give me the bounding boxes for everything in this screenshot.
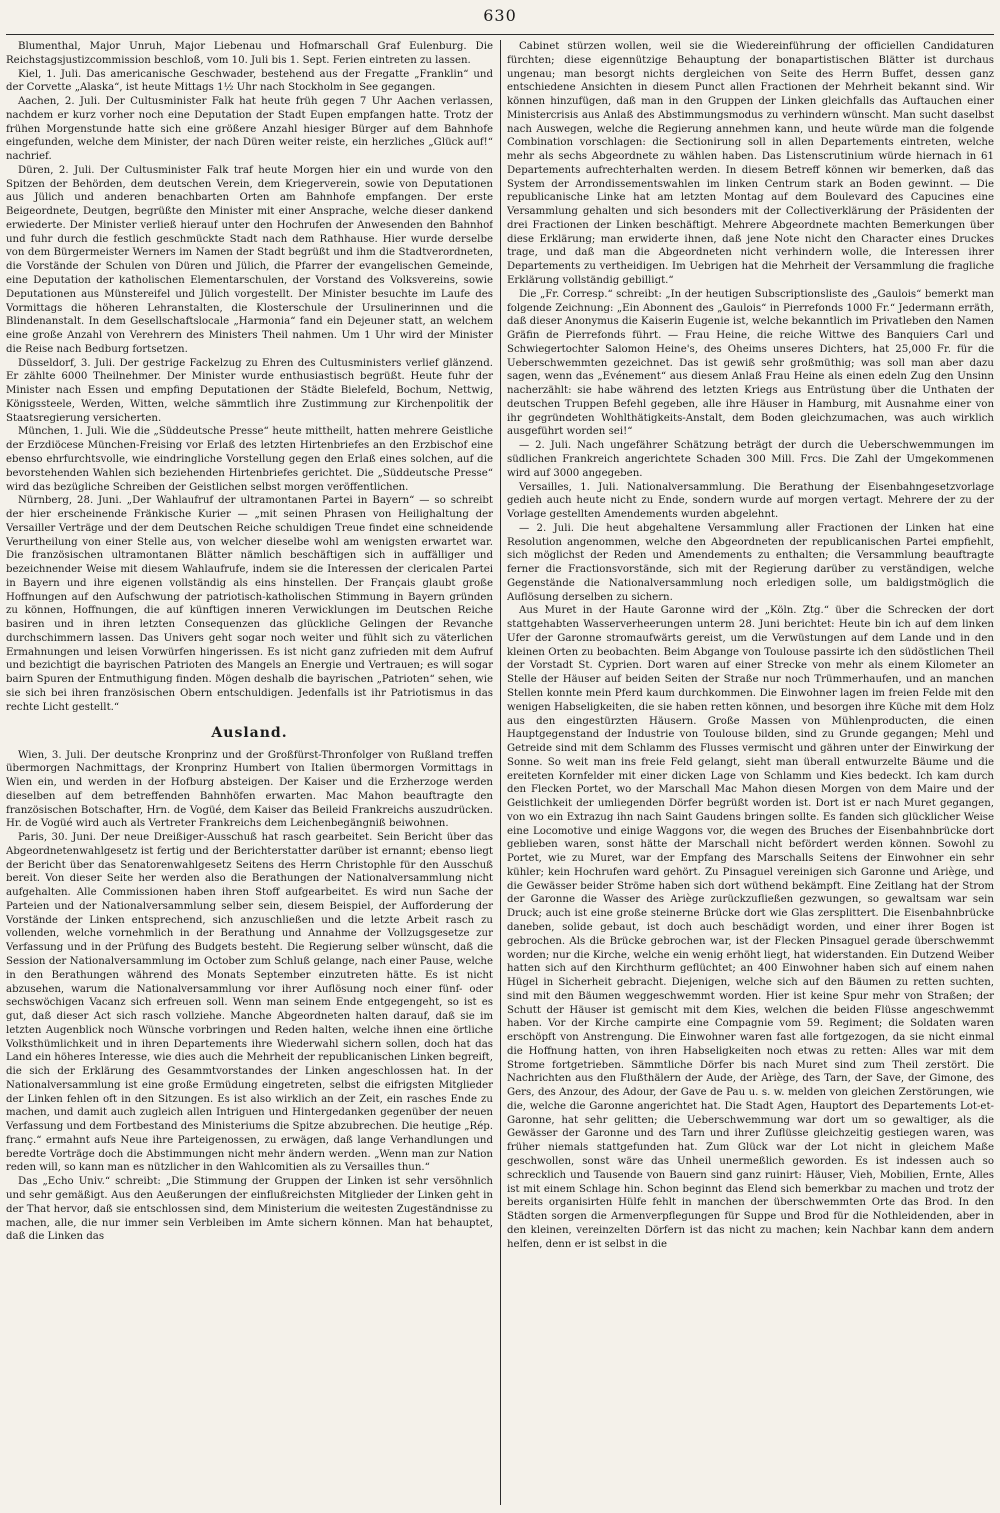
article-paragraph: Blumenthal, Major Unruh, Major Liebenau und Hofmarschall Graf Eulenburg. Die Reichstagsjustizcommission beschloß, vom 10. Juli bis 1. Sept. Ferien eintreten zu lassen. — [6, 41, 493, 66]
article-paragraph: Düsseldorf, 3. Juli. Der gestrige Fackelzug zu Ehren des Cultusministers verlief glänzend. Er zählte 6000 Theilnehmer. Der Minister wurde enthusiastisch begrüßt. Heute fuhr der Minister nach Essen und empfing Deputationen der Städte Bielefeld, Bochum, Nettwig, Königssteele, Werden, Witten, welche sämmtlich ihre Zustimmung zur Kirchenpolitik der Staatsregierung versicherten. — [6, 357, 493, 424]
article-paragraph: Cabinet stürzen wollen, weil sie die Wiedereinführung der officiellen Candidaturen fürchten; diese eigennützige Behauptung der bonapartistischen Blätter ist durchaus ungenau; man besorgt nichts dergleichen von Seite des Herrn Buffet, dessen ganz entschiedene Ansichten in diesem Punct allen Fractionen der Mehrheit bekannt sind. Wir können hinzufügen, daß man in den Gruppen der Linken gleichfalls das Auftauchen einer Ministercrisis aus Anlaß des Abstimmungsmodus zu verhindern wünscht. Man sucht daselbst nach Auswegen, welche die Regierung annehmen kann, und heute würde man die folgende Combination vorschlagen: die Sectionirung soll in allen Departements eintreten, welche mehr als sechs Abgeordnete zu wählen haben. Das Listenscrutinium würde hiernach in 61 Departements aufrechterhalten werden. In diesem Betreff können wir bemerken, daß das System der Arrondissementswahlen im linken Centrum stark an Boden gewinnt. — Die republicanische Linke hat am letzten Montag auf dem Boulevard des Capucines eine Versammlung gehalten und sich besonders mit der Collectiverklärung der Präsidenten der drei Fractionen der Linken beschäftigt. Mehrere Abgeordnete machten Bemerkungen über diese Erklärung; man erwiderte ihnen, daß jene Note nicht den Character eines Druckes trage, und daß man die Abgeordneten nicht verhindern wolle, die Interessen ihrer Departements zu vertheidigen. Im Uebrigen hat die Mehrheit der Versammlung die fragliche Erklärung vollständig gebilligt.“ — [507, 41, 994, 287]
article-paragraph: Die „Fr. Corresp.“ schreibt: „In der heutigen Subscriptionsliste des „Gaulois“ bemerkt man folgende Zeichnung: „Ein Abonnent des „Gaulois“ in Pierrefonds 1000 Fr.“ Jedermann erräth, daß dieser Anonymus die Kaiserin Eugenie ist, welche bekanntlich im Privatleben den Namen Gräfin de Pierrefonds führt. — Frau Heine, die reiche Wittwe des Banquiers Carl und Schwiegertochter Salomon Heine's, des Oheims unseres Dichters, hat 25,000 Fr. für die Ueberschwemmten gezeichnet. Das ist gewiß sehr großmüthig; was soll man aber dazu sagen, wenn das „Evénement“ aus diesem Anlaß Frau Heine als einen edeln Zug den Unsinn nacherzählt: sie habe während des letzten Kriegs aus Entrüstung über die Unthaten der deutschen Truppen Befehl gegeben, alle ihre Häuser in Hamburg, mit Ausnahme einer von ihr gegründeten Wohlthätigkeits-Anstalt, dem Boden gleichzumachen, was auch wirklich ausgeführt worden sei!“ — [507, 288, 994, 438]
article-paragraph: Düren, 2. Juli. Der Cultusminister Falk traf heute Morgen hier ein und wurde von den Spitzen der Behörden, dem deutschen Verein, dem Kriegerverein, sowie von Deputationen aus Jülich und anderen benachbarten Orten am Bahnhofe empfangen. Der erste Beigeordnete, Deutgen, begrüßte den Minister mit einer Ansprache, welche dieser dankend erwiederte. Der Minister verließ hierauf unter den Hochrufen der Anwesenden den Bahnhof und fuhr durch die festlich geschmückte Stadt nach dem Rathhause. Hier wurde derselbe von dem Bürgermeister Werners im Namen der Stadt begrüßt und ihm die Stadtverordneten, die Vorstände der Schulen von Düren und Jülich, die Pfarrer der evangelischen Gemeinde, eine Deputation der katholischen Elementarschulen, der Vorstand des Volksvereins, sowie Deputationen aus Münstereifel und Jülich vorgestellt. Der Minister besuchte im Laufe des Vormittags die höheren Lehranstalten, die Klosterschule der Ursulinerinnen und die Blindenanstalt. In dem Gesellschaftslocale „Harmonia“ fand ein Dejeuner statt, an welchem eine große Anzahl von Verehrern des Ministers Theil nahmen. Um 1 Uhr wird der Minister die Reise nach Bedburg fortsetzen. — [6, 164, 493, 355]
article-paragraph: — 2. Juli. Nach ungefährer Schätzung beträgt der durch die Ueberschwemmungen im südlichen Frankreich angerichtete Schaden 300 Mill. Frcs. Die Zahl der Umgekommenen wird auf 3000 angegeben. — [507, 440, 994, 479]
article-paragraph: Nürnberg, 28. Juni. „Der Wahlaufruf der ultramontanen Partei in Bayern“ — so schreibt der hier erscheinende Fränkische Kurier — „mit seinen Phrasen von Heilighaltung der Versailler Verträge und der dem Deutschen Reiche schuldigen Treue findet eine schneidende Verurtheilung von einer Stelle aus, von welcher dieselbe wohl am wenigsten erwartet war. Die französischen ultramontanen Blätter nämlich beschäftigen sich in auffälliger und bezeichnender Weise mit diesem Wahlaufrufe, indem sie die Interessen der clericalen Partei in Bayern und ihre eigenen vollständig als eins hinstellen. Der Français glaubt große Hoffnungen auf den Aufschwung der patriotisch-katholischen Stimmung in Bayern gründen zu können, Hoffnungen, die auf künftigen inneren Verwicklungen im Deutschen Reiche basiren und in ihren letzten Consequenzen das glückliche Gelingen der Revanche durchschimmern lassen. Das Univers geht sogar noch weiter und fühlt sich zu väterlichen Ermahnungen und leisen Vorwürfen hingerissen. Es ist nicht ganz zufrieden mit dem Aufruf und bezichtigt die bayrischen Patrioten des Mangels an Energie und Vertrauen; es will sogar bairn Spuren der Entmuthigung finden. Mögen deshalb die bayrischen „Patrioten“ sehen, wie sie sich bei ihren französischen Obern entschuldigen. Jedenfalls ist ihr Patriotismus in das rechte Licht gestellt.“ — [6, 495, 493, 713]
article-paragraph: Das „Echo Univ.“ schreibt: „Die Stimmung der Gruppen der Linken ist sehr versöhnlich und sehr gemäßigt. Aus den Aeußerungen der einflußreichsten Mitglieder der Linken geht in der That hervor, daß sie entschlossen sind, dem Ministerium die weitesten Zugeständnisse zu machen, alle, die nur immer sein Verbleiben im Amte sichern können. Man hat behauptet, daß die Linken das — [6, 1176, 493, 1243]
columns — [6, 40, 994, 1505]
article-paragraph: Paris, 30. Juni. Der neue Dreißiger-Ausschuß hat rasch gearbeitet. Sein Bericht über das Abgeordnetenwahlgesetz ist fertig und der Berichterstatter darüber ist ernannt; ebenso liegt der Bericht über das Senatorenwahlgesetz Seitens des Herrn Christophle für den Ausschuß bereit. Von dieser Seite her werden also die Berathungen der Nationalversammlung nicht aufgehalten. Alle Commissionen haben ihren Stoff aufgearbeitet. Es wird nun Sache der Parteien und der Nationalversammlung selber sein, diesem Beispiel, der Aufforderung der Vorstände der Linken entsprechend, sich anzuschließen und die letzte Arbeit rasch zu vollenden, welche vornehmlich in der Berathung und Annahme der Vollzugsgesetze zur Verfassung und in der Prüfung des Budgets besteht. Die Regierung selber wünscht, daß die Session der Nationalversammlung im October zum Schluß gelange, nach einer Pause, welche in den Berathungen während des Monats September einzutreten hätte. Es ist nicht abzusehen, warum die Nationalversammlung vor ihrer Auflösung noch einer fünf- oder sechswöchigen Vacanz sich erfreuen soll. Wenn man seinem Ende entgegengeht, so ist es gut, daß dieser Act sich rasch vollziehe. Manche Abgeordneten halten darauf, daß sie im letzten Augenblick noch Wünsche vorbringen und Reden halten, welche ihnen eine örtliche Volksthümlichkeit und in ihren Departements ihre Wiederwahl sichern sollen, doch hat das Land ein höheres Interesse, wie dies auch die Mehrheit der republicanischen Linken begreift, die sich der Erklärung des Gesammtvorstandes der Linken angeschlossen hat. In der Nationalversammlung ist eine große Ermüdung eingetreten, selbst die eifrigsten Mitglieder der Linken fehlen oft in den Sitzungen. Es ist also wirklich an der Zeit, ein rasches Ende zu machen, und damit auch zugleich allen Intriguen und Hintergedanken gegenüber der neuen Verfassung und dem Fortbestand des Ministeriums die Spitze abzubrechen. Die heutige „Rép. franç.“ ermahnt aufs Neue ihre Parteigenossen, zu erwägen, daß lange Verhandlungen und beredte Vorträge doch die Abstimmungen nicht mehr ändern werden. „Wenn man zur Nation reden will, so kann man es nützlicher in den Wahlcomitien als zu Versailles thun.“ — [6, 832, 493, 1174]
article-paragraph: Wien, 3. Juli. Der deutsche Kronprinz und der Großfürst-Thronfolger von Rußland treffen übermorgen Nachmittags, der Kronprinz Humbert von Italien übermorgen Vormittags in Wien ein, und werden in der Hofburg absteigen. Der Kaiser und die Erzherzoge werden dieselben auf dem betreffenden Bahnhöfen erwarten. Mac Mahon beauftragte den französischen Botschafter, Hrn. de Vogüé, dem Kaiser das Beileid Frankreichs auszudrücken. Hr. de Vogüé wird auch als Vertreter Frankreichs dem Leichenbegängniß beiwohnen. — [6, 749, 493, 830]
header-rule — [6, 34, 994, 35]
article-paragraph: — 2. Juli. Die heut abgehaltene Versammlung aller Fractionen der Linken hat eine Resolution angenommen, welche den Abgeordneten der republicanischen Partei empfiehlt, sich möglichst der Reden und Amendements zu enthalten; die Versammlung beauftragte ferner die Fractionsvorstände, sich mit der Regierung darüber zu verständigen, welche Gegenstände die Nationalversammlung noch erledigen solle, um baldigstmöglich die Auflösung derselben zu sichern. — [507, 522, 994, 603]
right-column — [507, 40, 994, 1505]
left-column — [6, 40, 493, 1505]
article-paragraph: Kiel, 1. Juli. Das americanische Geschwader, bestehend aus der Fregatte „Franklin“ und der Corvette „Alaska“, ist heute Mittags 1½ Uhr nach Stockholm in See gegangen. — [6, 68, 493, 94]
article-paragraph: Aus Muret in der Haute Garonne wird der „Köln. Ztg.“ über die Schrecken der dort stattgehabten Wasserverheerungen unterm 28. Juni berichtet: Heute bin ich auf dem linken Ufer der Garonne stromaufwärts gereist, um die Verwüstungen auf dem Lande und in den kleinen Orten zu beobachten. Beim Abgange von Toulouse passirte ich den südöstlichen Theil der Vorstadt St. Cyprien. Dort waren auf einer Strecke von mehr als einem Kilometer an Stelle der Häuser auf beiden Seiten der Straße nur noch Trümmerhaufen, und an manchen Stellen konnte mein Pferd kaum durchkommen. Die Einwohner lagen im freien Felde mit den wenigen Habseligkeiten, die sie haben retten können, und besorgen ihre Küche mit dem Holz aus den eingestürzten Häusern. Große Massen von Mühlenproducten, die einen Hauptgegenstand der Industrie von Toulouse bilden, sind zu Grunde gegangen; Mehl und Getreide sind mit dem Schlamm des Flusses vermischt und gähren unter der Einwirkung der Sonne. So weit man ins freie Feld gelangt, sieht man überall entwurzelte Bäume und die ereiteten Kornfelder mit einer dicken Lage von Schlamm und Kies bedeckt. Ich kam durch den Flecken Portet, wo der Marschall Mac Mahon diesen Morgen von dem Maire und der Geistlichkeit der umliegenden Dörfer begrüßt worden ist. Dort ist er nach Muret gegangen, von wo ein Extrazug ihn nach Saint Gaudens bringen sollte. Es fanden sich glücklicher Weise eine Locomotive und einige Waggons vor, die wegen des Bruches der Eisenbahnbrücke dort geblieben waren, sonst hätte der Marschall nicht befördert werden können. Sowohl zu Portet, wie zu Muret, war der Empfang des Marschalls Seitens der Einwohner ein sehr kühler; kein Hochrufen ward gehört. Zu Pinsaguel vereinigen sich Garonne und Ariège, und die Gewässer beider Ströme haben sich dort wüthend bekämpft. Eine Zeitlang hat der Strom der Garonne die Wasser des Ariège zurückzufließen gezwungen, so gewaltsam war sein Druck; auch ist eine große steinerne Brücke dort wie Glas zersplittert. Die Eisenbahnbrücke daneben, solide gebaut, ist doch auch beschädigt worden, und einer ihrer Bogen ist gebrochen. Als die Brücke gebrochen war, ist der Flecken Pinsaguel gerade überschwemmt worden; nur die Kirche, welche ein wenig erhöht liegt, hat widerstanden. Ein Dutzend Weiber hatten sich auf den Kirchthurm geflüchtet; an 400 Einwohner haben sich auf einem nahen Hügel in Sicherheit gebracht. Diejenigen, welche sich auf den Bäumen zu retten suchten, sind mit den Bäumen weggeschwemmt worden. Hier ist keine Spur mehr von Straßen; der Schutt der Häuser ist gemischt mit dem Kies, welchen die beiden Flüsse angeschwemmt haben. Vor der Kirche campirte eine Compagnie vom 59. Regiment; die Soldaten waren erschöpft von Anstrengung. Die Einwohner waren fast alle fortgezogen, da sie nicht einmal die Hoffnung hatten, von ihren Habseligkeiten noch etwas zu retten: Alles war mit dem Strome fortgetrieben. Sämmtliche Dörfer bis nach Muret sind zum Theil zerstört. Die Nachrichten aus den Flußthälern der Aude, der Ariège, des Tarn, der Save, der Gimone, des Gers, des Anzour, des Adour, der Gave de Pau u. s. w. melden von gleichen Zerstörungen, wie die, welche die Garonne angerichtet hat. Die Stadt Agen, Hauptort des Departements Lot-et-Garonne, hat sehr gelitten; die Ueberschwemmung war dort um so gewaltiger, als die Gewässer der Garonne und des Tarn und ihrer Zuflüsse gleichzeitig gestiegen waren, was früher niemals stattgefunden hat. Zum Glück war der Lot nicht in gleichem Maße geschwollen, sonst wäre das Unheil unermeßlich geworden. Es ist indessen auch so schrecklich und Tausende von Bauern sind ganz ruinirt: Häuser, Vieh, Mobilien, Ernte, Alles ist mit einem Schlage hin. Schon beginnt das Elend sich bemerkbar zu machen und trotz der bereits organisirten Hülfe fehlt in manchen der überschwemmten Orte das Brod. In den Städten sorgen die Armenverpflegungen für Suppe und Brod für die Nothleidenden, aber in den kleinen, vereinzelten Dörfern ist das nicht zu machen; kein Nachbar kann dem andern helfen, denn er ist selbst in die — [507, 605, 994, 1250]
section-heading-ausland: Ausland. — [211, 724, 288, 741]
article-paragraph: Versailles, 1. Juli. Nationalversammlung. Die Berathung der Eisenbahngesetzvorlage gedieh auch heute nicht zu Ende, sondern wurde auf morgen vertagt. Mehrere der zu der Vorlage gestellten Amendements wurden abgelehnt. — [507, 481, 994, 521]
page-number: 630 — [483, 6, 517, 25]
article-paragraph: München, 1. Juli. Wie die „Süddeutsche Presse“ heute mittheilt, hatten mehrere Geistliche der Erzdiöcese München-Freising vor Erlaß des letzten Hirtenbriefes an den Erzbischof eine ebenso ehrfurchtsvolle, wie eindringliche Vorstellung gegen den Erlaß eines solchen, auf die bevorstehenden Wahlen sich beziehenden Hirtenbriefes gerichtet. Die „Süddeutsche Presse“ wird das bezügliche Schreiben der Geistlichen selbst morgen veröffentlichen. — [6, 426, 493, 493]
article-paragraph: Aachen, 2. Juli. Der Cultusminister Falk hat heute früh gegen 7 Uhr Aachen verlassen, nachdem er kurz vorher noch eine Deputation der Stadt Eupen empfangen hatte. Trotz der frühen Morgenstunde hatte sich eine größere Anzahl hiesiger Bürger auf dem Bahnhofe eingefunden, welche dem Minister, der nach Düren weiter reiste, ein herzliches „Glück auf!“ nachrief. — [6, 96, 493, 163]
